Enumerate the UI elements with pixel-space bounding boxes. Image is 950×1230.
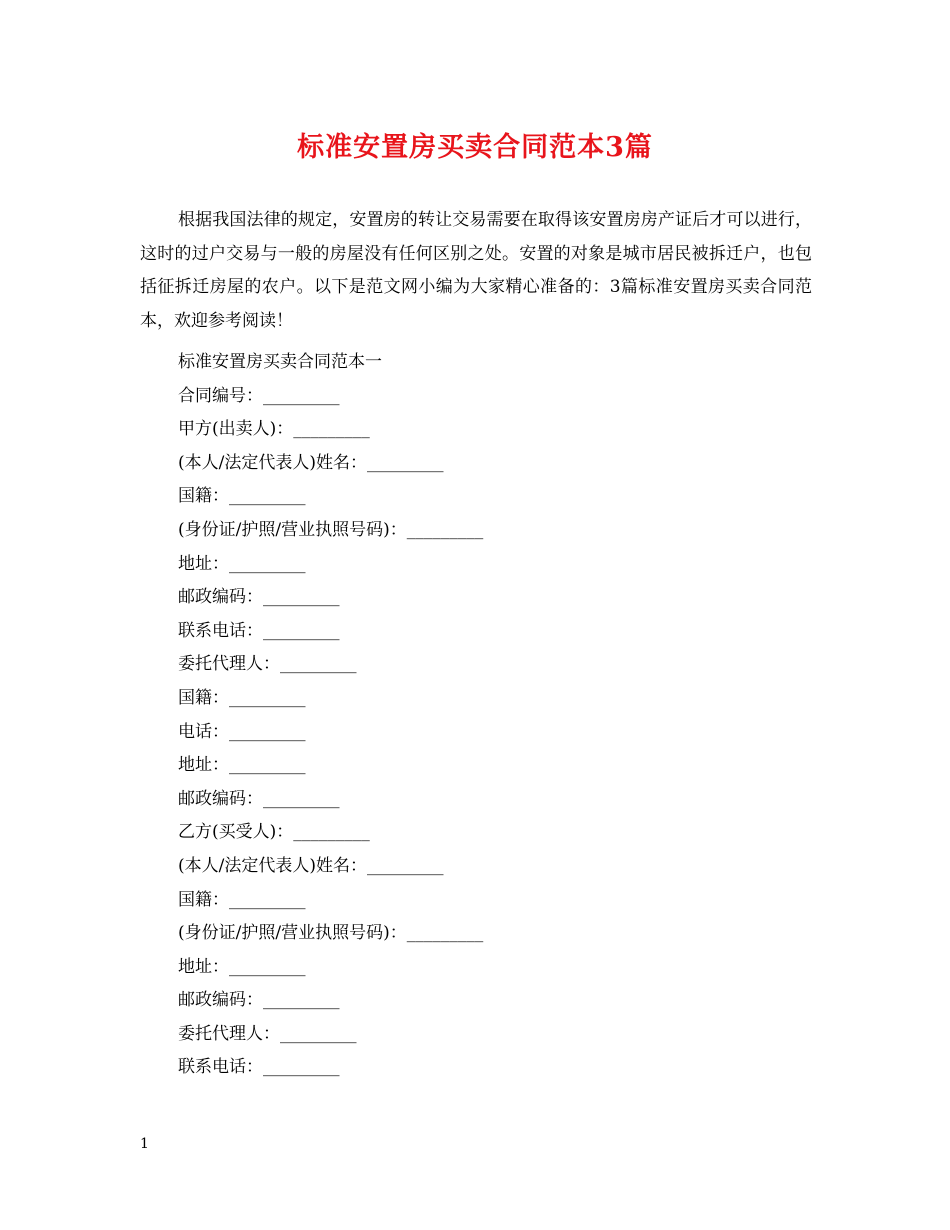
party-a-phone-field: 联系电话：_________	[178, 620, 340, 641]
party-a-agent-address-field: 地址：_________	[178, 755, 306, 776]
contract-number-field: 合同编号：_________	[178, 385, 340, 406]
party-a-nationality-field: 国籍：_________	[178, 486, 306, 507]
party-a-agent-postcode-field: 邮政编码：_________	[178, 788, 340, 809]
party-a-field: 甲方(出卖人)：_________	[178, 419, 370, 440]
party-a-agent-nationality-field: 国籍：_________	[178, 687, 306, 708]
party-b-postcode-field: 邮政编码：_________	[178, 990, 340, 1011]
party-a-agent-phone-field: 电话：_________	[178, 721, 306, 742]
party-b-agent-field: 委托代理人：_________	[178, 1023, 357, 1044]
party-a-id-field: (身份证/护照/营业执照号码)：_________	[178, 519, 484, 540]
section-heading: 标准安置房买卖合同范本一	[178, 352, 382, 372]
party-b-nationality-field: 国籍：_________	[178, 889, 306, 910]
page-number: 1	[140, 1136, 149, 1152]
party-b-name-field: (本人/法定代表人)姓名：_________	[178, 855, 444, 876]
party-b-phone-field: 联系电话：_________	[178, 1057, 340, 1078]
party-a-name-field: (本人/法定代表人)姓名：_________	[178, 452, 444, 473]
party-a-agent-field: 委托代理人：_________	[178, 654, 357, 675]
contract-field-list	[178, 346, 818, 1085]
intro-paragraph: 根据我国法律的规定，安置房的转让交易需要在取得该安置房房产证后才可以进行，这时的过户交易与一般的房屋没有任何区别之处。安置的对象是城市居民被拆迁户，也包括征拆迁房屋的农户。以下是范文网小编为大家精心准备的：3篇标准安置房买卖合同范本，欢迎参考阅读！	[140, 210, 812, 332]
party-b-address-field: 地址：_________	[178, 956, 306, 977]
party-a-postcode-field: 邮政编码：_________	[178, 587, 340, 608]
party-b-field: 乙方(买受人)：_________	[178, 822, 370, 843]
party-a-address-field: 地址：_________	[178, 553, 306, 574]
document-title: 标准安置房买卖合同范本3篇	[297, 132, 653, 163]
party-b-id-field: (身份证/护照/营业执照号码)：_________	[178, 923, 484, 944]
